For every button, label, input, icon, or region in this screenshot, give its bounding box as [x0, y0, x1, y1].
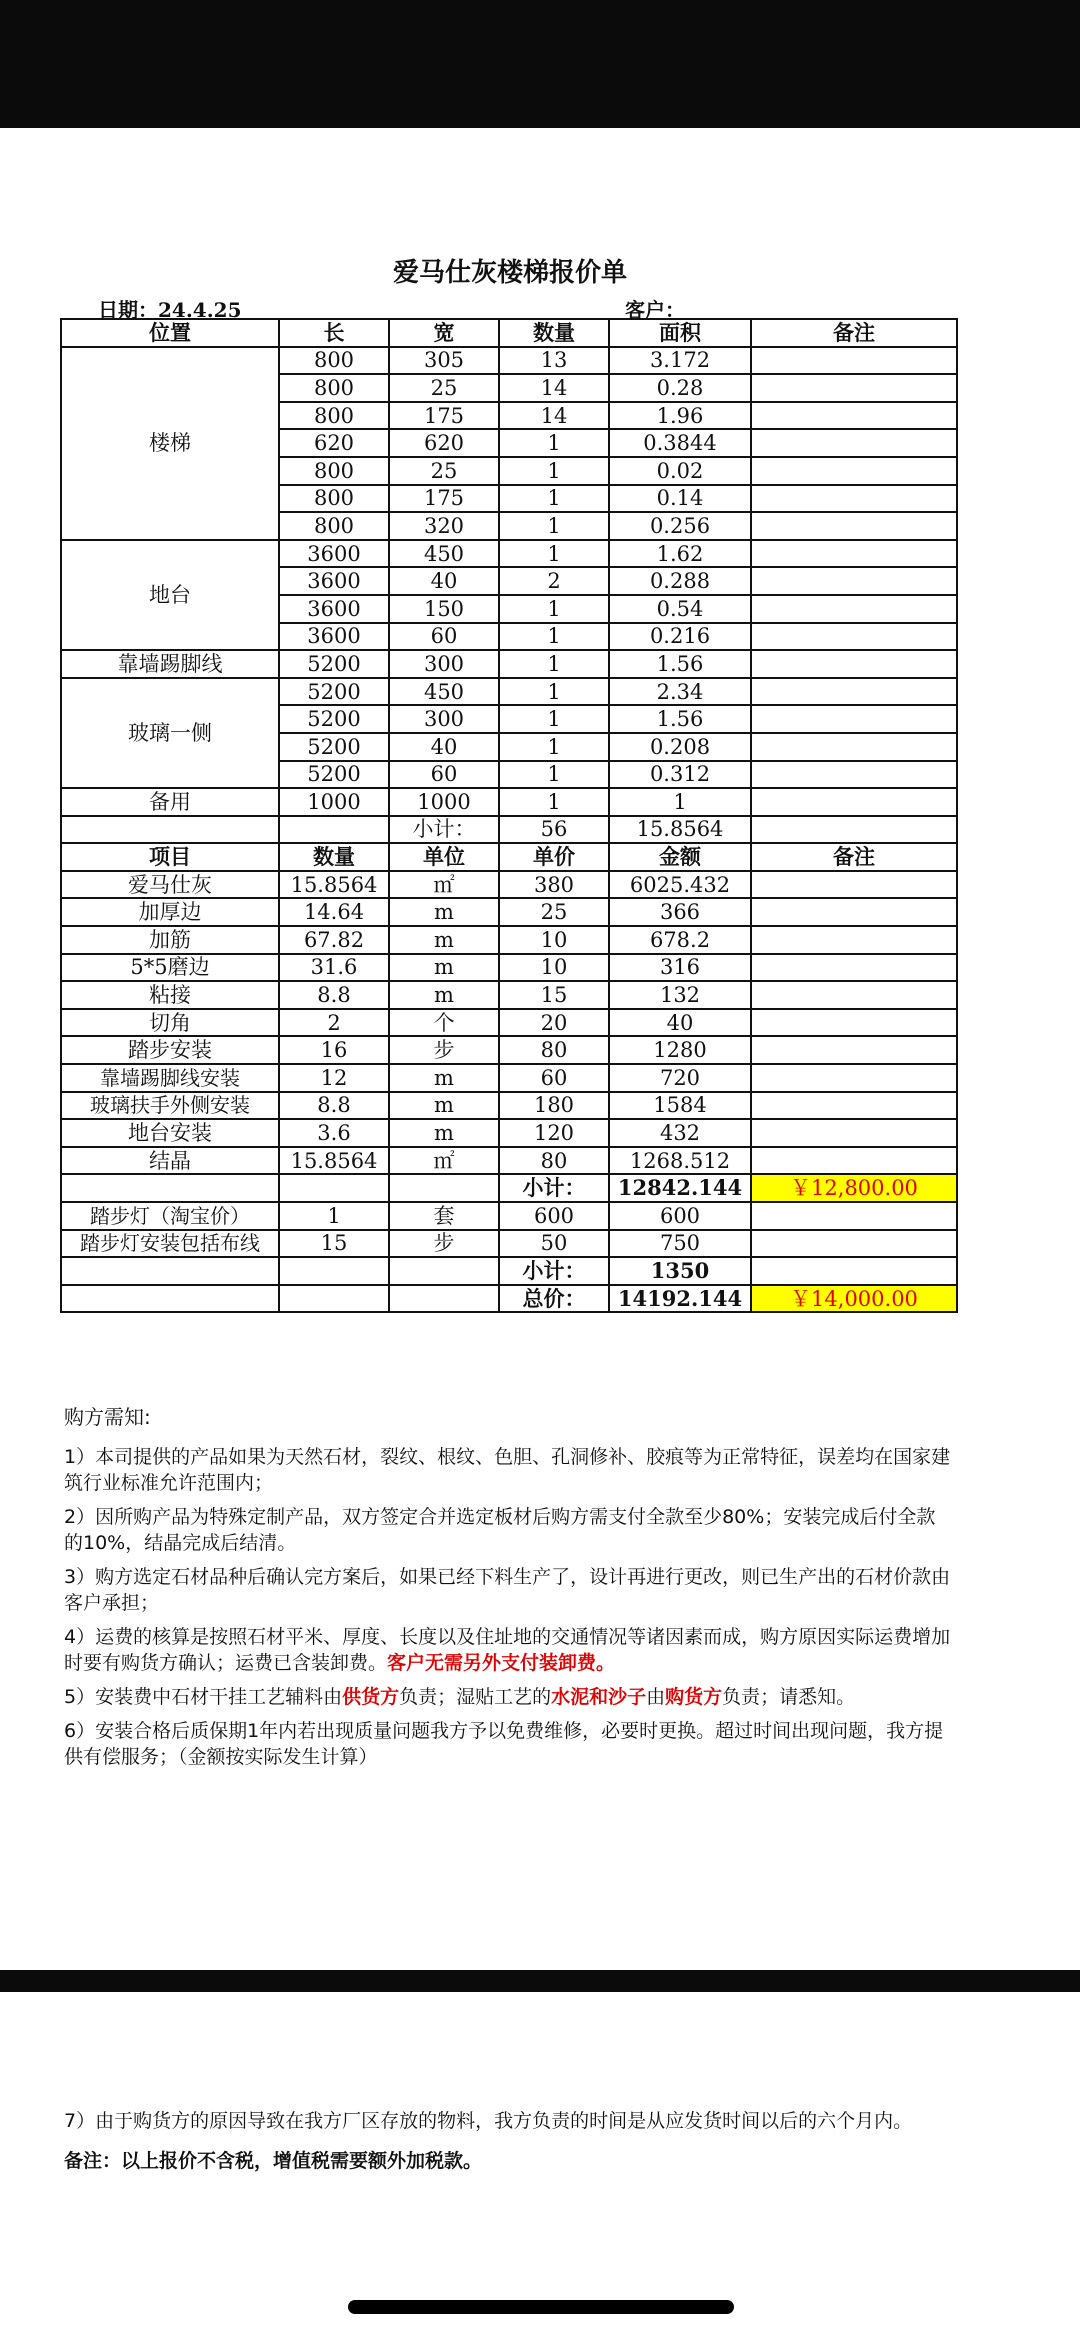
position-label: 玻璃一侧 — [61, 678, 279, 788]
note-5-buyer: 购货方 — [665, 1686, 723, 1708]
table-cell: 60 — [389, 761, 499, 789]
table-header-row — [61, 843, 957, 871]
table-cell: 10 — [499, 954, 609, 982]
table-cell: 粘接 — [61, 981, 279, 1009]
tax-remark: 备注：以上报价不含税，增值税需要额外加税款。 — [64, 2150, 483, 2172]
table-cell: 0.216 — [609, 623, 751, 651]
table-cell: 25 — [499, 898, 609, 926]
table-cell: 1 — [499, 595, 609, 623]
table-cell: 50 — [499, 1230, 609, 1258]
note-5 — [64, 1684, 954, 1710]
table-cell — [61, 1174, 279, 1202]
table-row — [61, 650, 957, 678]
quote-table — [60, 318, 958, 1313]
table-cell: 1 — [499, 705, 609, 733]
table-row — [61, 871, 957, 899]
table-cell: 1 — [609, 788, 751, 816]
remark-cell — [751, 705, 957, 733]
table-cell: 600 — [609, 1202, 751, 1230]
remark-cell — [751, 402, 957, 430]
buyer-notes — [64, 1404, 954, 1778]
table-cell: 800 — [279, 457, 389, 485]
table-cell: 800 — [279, 485, 389, 513]
table-cell: 380 — [499, 871, 609, 899]
note-1: 1）本司提供的产品如果为天然石材，裂纹、根纹、色胆、孔洞修补、胶痕等为正常特征，误差均在国家建筑行业标准允许范围内； — [64, 1446, 951, 1494]
remark-cell — [751, 429, 957, 457]
table-cell: 地台安装 — [61, 1119, 279, 1147]
table-cell: 1 — [279, 1202, 389, 1230]
home-indicator[interactable] — [348, 2300, 734, 2314]
note-4 — [64, 1624, 954, 1676]
table-cell: 40 — [389, 733, 499, 761]
status-bar — [0, 0, 1080, 128]
table-cell: 14 — [499, 374, 609, 402]
table-cell: 5200 — [279, 705, 389, 733]
note-5-text-a: 5）安装费中石材干挂工艺辅料由 — [64, 1686, 343, 1708]
table-header-row — [61, 319, 957, 347]
table-cell: 720 — [609, 1064, 751, 1092]
table-cell: 加筋 — [61, 926, 279, 954]
table-cell: 3600 — [279, 540, 389, 568]
table-cell: 踏步灯（淘宝价） — [61, 1202, 279, 1230]
page-divider — [0, 1970, 1080, 1992]
table-row — [61, 1009, 957, 1037]
table-cell: 175 — [389, 402, 499, 430]
table-cell — [61, 1285, 279, 1313]
column-header: 宽 — [389, 319, 499, 347]
note-3: 3）购方选定石材品种后确认完方案后，如果已经下料生产了，设计再进行更改，则已生产出的石材价款由客户承担； — [64, 1566, 951, 1614]
table-cell: 1 — [499, 512, 609, 540]
table-row — [61, 898, 957, 926]
table-cell: 0.288 — [609, 567, 751, 595]
table-cell: 800 — [279, 512, 389, 540]
table-cell: 1000 — [389, 788, 499, 816]
remark-cell — [751, 898, 957, 926]
remark-cell — [751, 650, 957, 678]
table-cell: 15.8564 — [279, 871, 389, 899]
subtotal-amount: 1350 — [609, 1257, 751, 1285]
table-cell: 个 — [389, 1009, 499, 1037]
remark-cell — [751, 595, 957, 623]
total-final-price: ￥14,000.00 — [751, 1285, 957, 1313]
remark-cell — [751, 1119, 957, 1147]
table-cell: 步 — [389, 1230, 499, 1258]
table-cell: 132 — [609, 981, 751, 1009]
table-cell: 25 — [389, 374, 499, 402]
table-cell: 20 — [499, 1009, 609, 1037]
table-cell: 31.6 — [279, 954, 389, 982]
table-cell: 450 — [389, 540, 499, 568]
remark-cell — [751, 623, 957, 651]
column-header: 数量 — [279, 843, 389, 871]
table-cell: 1000 — [279, 788, 389, 816]
position-label: 备用 — [61, 788, 279, 816]
table-cell: 0.28 — [609, 374, 751, 402]
table-cell: 432 — [609, 1119, 751, 1147]
table-cell: 1 — [499, 623, 609, 651]
table-cell: 套 — [389, 1202, 499, 1230]
table-cell: 60 — [389, 623, 499, 651]
table-cell: 2.34 — [609, 678, 751, 706]
table-cell: 450 — [389, 678, 499, 706]
table-cell: 5200 — [279, 678, 389, 706]
table-cell: 14 — [499, 402, 609, 430]
table-cell: 爱马仕灰 — [61, 871, 279, 899]
notes-heading: 购方需知: — [64, 1405, 151, 1429]
table-cell: 10 — [499, 926, 609, 954]
table-cell: 620 — [389, 429, 499, 457]
buyer-notes-continued — [64, 2108, 954, 2174]
table-row — [61, 981, 957, 1009]
remark-cell — [751, 788, 957, 816]
remark-cell — [751, 1092, 957, 1120]
table-cell: 13 — [499, 347, 609, 375]
remark-cell — [751, 1230, 957, 1258]
table-cell: 5200 — [279, 761, 389, 789]
table-cell: 800 — [279, 347, 389, 375]
subtotal-quantity: 56 — [499, 816, 609, 844]
table-cell: 0.256 — [609, 512, 751, 540]
page-title: 爱马仕灰楼梯报价单 — [392, 258, 627, 288]
table-cell: 14.64 — [279, 898, 389, 926]
table-cell — [389, 1285, 499, 1313]
table-row — [61, 926, 957, 954]
table-cell: 加厚边 — [61, 898, 279, 926]
table-row — [61, 788, 957, 816]
table-cell — [279, 816, 389, 844]
table-cell: ㎡ — [389, 871, 499, 899]
position-label: 地台 — [61, 540, 279, 650]
note-5-text-e: 由 — [646, 1686, 666, 1708]
table-cell: 175 — [389, 485, 499, 513]
table-cell — [61, 816, 279, 844]
table-cell: m — [389, 1064, 499, 1092]
remark-cell — [751, 457, 957, 485]
table-cell: 靠墙踢脚线安装 — [61, 1064, 279, 1092]
column-header: 单价 — [499, 843, 609, 871]
column-header: 备注 — [751, 843, 957, 871]
table-cell: ㎡ — [389, 1147, 499, 1175]
column-header: 备注 — [751, 319, 957, 347]
table-cell: 800 — [279, 374, 389, 402]
remark-cell — [751, 1202, 957, 1230]
table-cell: 结晶 — [61, 1147, 279, 1175]
table-cell: 678.2 — [609, 926, 751, 954]
remark-cell — [751, 954, 957, 982]
table-cell: 1.56 — [609, 650, 751, 678]
table-cell: 1268.512 — [609, 1147, 751, 1175]
table-cell: 316 — [609, 954, 751, 982]
subtotal-row — [61, 1257, 957, 1285]
note-5-cement-sand: 水泥和沙子 — [551, 1686, 647, 1708]
table-cell: 3.172 — [609, 347, 751, 375]
table-cell — [389, 1257, 499, 1285]
table-cell: 12 — [279, 1064, 389, 1092]
table-cell: m — [389, 1092, 499, 1120]
table-cell: 80 — [499, 1036, 609, 1064]
table-cell: 1 — [499, 485, 609, 513]
table-cell: 5200 — [279, 733, 389, 761]
remark-cell — [751, 540, 957, 568]
table-cell: 620 — [279, 429, 389, 457]
table-cell: 2 — [499, 567, 609, 595]
table-cell: 1.96 — [609, 402, 751, 430]
table-cell: 150 — [389, 595, 499, 623]
table-cell — [279, 1285, 389, 1313]
table-cell — [61, 1257, 279, 1285]
table-cell: 3600 — [279, 623, 389, 651]
table-cell: 5*5磨边 — [61, 954, 279, 982]
table-cell: 1.62 — [609, 540, 751, 568]
table-cell: 0.3844 — [609, 429, 751, 457]
subtotal-area: 15.8564 — [609, 816, 751, 844]
table-row — [61, 1092, 957, 1120]
customer-label: 客户： — [625, 298, 685, 322]
table-cell: 300 — [389, 650, 499, 678]
table-cell: 67.82 — [279, 926, 389, 954]
remark-cell — [751, 512, 957, 540]
remark-cell — [751, 926, 957, 954]
table-cell: 5200 — [279, 650, 389, 678]
table-cell: m — [389, 981, 499, 1009]
remark-cell — [751, 567, 957, 595]
note-7: 7）由于购货方的原因导致在我方厂区存放的物料，我方负责的时间是从应发货时间以后的六个月内。 — [64, 2110, 913, 2132]
table-cell: 1 — [499, 429, 609, 457]
table-cell: 750 — [609, 1230, 751, 1258]
table-cell: 0.02 — [609, 457, 751, 485]
table-row — [61, 678, 957, 706]
note-2: 2）因所购产品为特殊定制产品，双方签定合并选定板材后购方需支付全款至少80%；安装完成后付全款的10%，结晶完成后结清。 — [64, 1506, 936, 1554]
total-row — [61, 1285, 957, 1313]
table-cell: 180 — [499, 1092, 609, 1120]
table-cell: m — [389, 898, 499, 926]
remark-cell — [751, 1009, 957, 1037]
note-5-text-g: 负责；请悉知。 — [722, 1686, 856, 1708]
table-cell: 1 — [499, 457, 609, 485]
table-cell — [279, 1257, 389, 1285]
table-cell: 3600 — [279, 567, 389, 595]
table-cell: 60 — [499, 1064, 609, 1092]
table-row — [61, 347, 957, 375]
table-cell: 踏步灯安装包括布线 — [61, 1230, 279, 1258]
table-cell: 15 — [279, 1230, 389, 1258]
table-cell: 120 — [499, 1119, 609, 1147]
table-cell: 0.14 — [609, 485, 751, 513]
table-cell: m — [389, 954, 499, 982]
note-5-supplier: 供货方 — [342, 1686, 400, 1708]
table-cell — [279, 1174, 389, 1202]
remark-cell — [751, 1036, 957, 1064]
table-cell: 3600 — [279, 595, 389, 623]
table-cell: 1584 — [609, 1092, 751, 1120]
table-cell: 15.8564 — [279, 1147, 389, 1175]
total-amount: 14192.144 — [609, 1285, 751, 1313]
table-cell: 1 — [499, 733, 609, 761]
table-cell: 0.54 — [609, 595, 751, 623]
remark-cell — [751, 1064, 957, 1092]
column-header: 金额 — [609, 843, 751, 871]
table-cell: 0.208 — [609, 733, 751, 761]
remark-cell — [751, 981, 957, 1009]
table-row — [61, 1230, 957, 1258]
table-cell: 300 — [389, 705, 499, 733]
table-cell: 40 — [609, 1009, 751, 1037]
table-cell — [751, 1257, 957, 1285]
remark-cell — [751, 678, 957, 706]
note-5-text-c: 负责；湿贴工艺的 — [399, 1686, 552, 1708]
table-row — [61, 1036, 957, 1064]
table-cell: 25 — [389, 457, 499, 485]
table-cell — [389, 1174, 499, 1202]
table-cell: 6025.432 — [609, 871, 751, 899]
table-cell — [751, 816, 957, 844]
table-cell: 1 — [499, 650, 609, 678]
table-cell: 1 — [499, 678, 609, 706]
table-row — [61, 1147, 957, 1175]
table-cell: 16 — [279, 1036, 389, 1064]
table-row — [61, 1119, 957, 1147]
position-label: 靠墙踢脚线 — [61, 650, 279, 678]
total-label: 总价： — [499, 1285, 609, 1313]
table-cell: 踏步安装 — [61, 1036, 279, 1064]
table-cell: 305 — [389, 347, 499, 375]
remark-cell — [751, 1147, 957, 1175]
table-cell: 800 — [279, 402, 389, 430]
table-row — [61, 1064, 957, 1092]
column-header: 面积 — [609, 319, 751, 347]
subtotal-label: 小计： — [389, 816, 499, 844]
subtotal-final-price: ￥12,800.00 — [751, 1174, 957, 1202]
note-4-text: 4）运费的核算是按照石材平米、厚度、长度以及住址地的交通情况等诸因素而成，购方原因实际运费增加时要有购货方确认；运费已含装卸费。 — [64, 1626, 951, 1674]
table-cell: 15 — [499, 981, 609, 1009]
table-cell: 步 — [389, 1036, 499, 1064]
subtotal-amount: 12842.144 — [609, 1174, 751, 1202]
subtotal-row — [61, 816, 957, 844]
position-label: 楼梯 — [61, 347, 279, 540]
remark-cell — [751, 733, 957, 761]
date-label: 日期：24.4.25 — [98, 298, 242, 322]
column-header: 项目 — [61, 843, 279, 871]
table-cell: 80 — [499, 1147, 609, 1175]
table-cell: m — [389, 1119, 499, 1147]
subtotal-label: 小计： — [499, 1174, 609, 1202]
subtotal-row — [61, 1174, 957, 1202]
remark-cell — [751, 485, 957, 513]
table-cell: 600 — [499, 1202, 609, 1230]
table-cell: 2 — [279, 1009, 389, 1037]
table-cell: 切角 — [61, 1009, 279, 1037]
table-cell: m — [389, 926, 499, 954]
remark-cell — [751, 374, 957, 402]
table-cell: 8.8 — [279, 981, 389, 1009]
table-cell: 8.8 — [279, 1092, 389, 1120]
remark-cell — [751, 761, 957, 789]
table-row — [61, 954, 957, 982]
table-cell: 40 — [389, 567, 499, 595]
subtotal-label: 小计： — [499, 1257, 609, 1285]
table-row — [61, 540, 957, 568]
remark-cell — [751, 871, 957, 899]
table-cell: 玻璃扶手外侧安装 — [61, 1092, 279, 1120]
remark-cell — [751, 347, 957, 375]
table-cell: 366 — [609, 898, 751, 926]
table-cell: 1 — [499, 788, 609, 816]
column-header: 单位 — [389, 843, 499, 871]
table-cell: 1280 — [609, 1036, 751, 1064]
table-cell: 320 — [389, 512, 499, 540]
table-cell: 0.312 — [609, 761, 751, 789]
table-cell: 1.56 — [609, 705, 751, 733]
column-header: 数量 — [499, 319, 609, 347]
note-4-highlight: 客户无需另外支付装卸费。 — [387, 1652, 616, 1674]
column-header: 位置 — [61, 319, 279, 347]
table-row — [61, 1202, 957, 1230]
table-cell: 1 — [499, 761, 609, 789]
table-cell: 1 — [499, 540, 609, 568]
table-cell: 3.6 — [279, 1119, 389, 1147]
note-6: 6）安装合格后质保期1年内若出现质量问题我方予以免费维修，必要时更换。超过时间出现问题，我方提供有偿服务；（金额按实际发生计算） — [64, 1720, 944, 1768]
column-header: 长 — [279, 319, 389, 347]
